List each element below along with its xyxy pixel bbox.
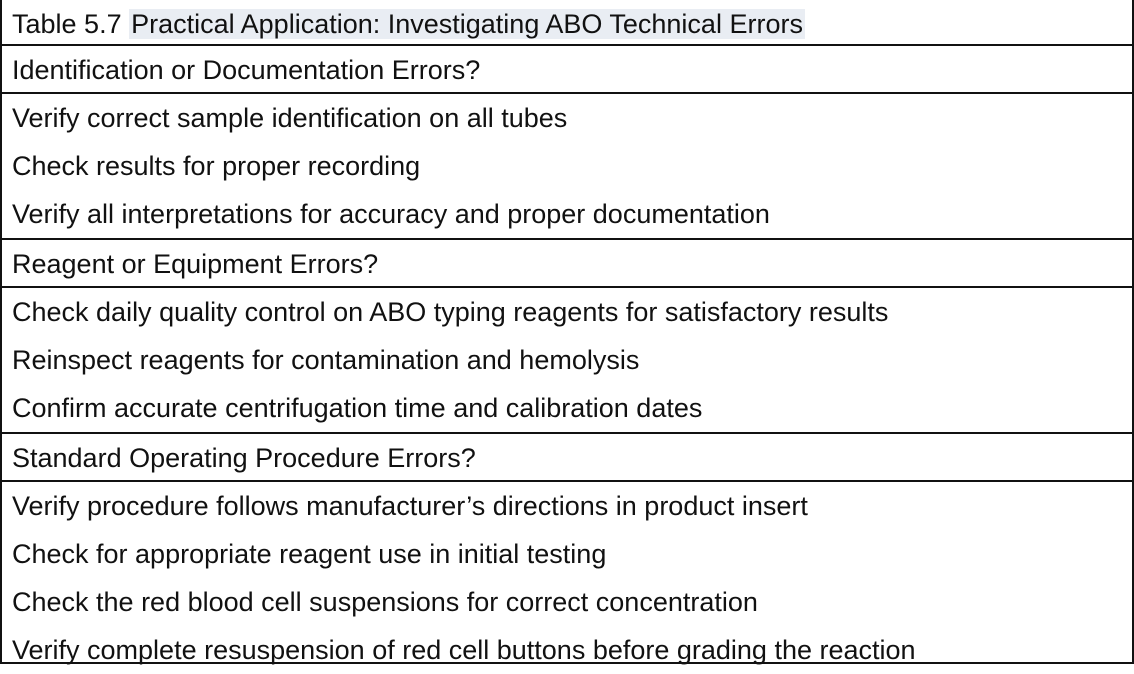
section-identification-errors <box>2 46 1132 240</box>
list-item: Verify procedure follows manufacturer’s directions in product insert <box>12 491 808 521</box>
section-sop-errors <box>2 434 1132 674</box>
list-item: Reinspect reagents for contamination and hemolysis <box>12 345 640 375</box>
section-header: Identification or Documentation Errors? <box>2 46 1132 94</box>
list-item: Check the red blood cell suspensions for correct concentration <box>12 587 758 617</box>
table-number: Table 5.7 <box>12 9 122 39</box>
list-item: Check results for proper recording <box>12 151 421 181</box>
section-items <box>2 94 1132 240</box>
list-item: Check daily quality control on ABO typing reagents for satisfactory results <box>12 297 889 327</box>
list-item: Confirm accurate centrifugation time and calibration dates <box>12 393 703 423</box>
list-item: Verify correct sample identification on all tubes <box>12 103 568 133</box>
section-reagent-equipment-errors <box>2 240 1132 434</box>
list-item: Check for appropriate reagent use in initial testing <box>12 539 607 569</box>
section-header: Reagent or Equipment Errors? <box>2 240 1132 288</box>
section-header: Standard Operating Procedure Errors? <box>2 434 1132 482</box>
list-item: Verify complete resuspension of red cell buttons before grading the reaction <box>12 635 916 665</box>
section-items <box>2 482 1132 674</box>
list-item: Verify all interpretations for accuracy and proper documentation <box>12 199 770 229</box>
table-title: Practical Application: Investigating ABO Technical Errors <box>131 9 803 39</box>
section-items <box>2 288 1132 434</box>
table-title-row <box>2 0 1132 46</box>
